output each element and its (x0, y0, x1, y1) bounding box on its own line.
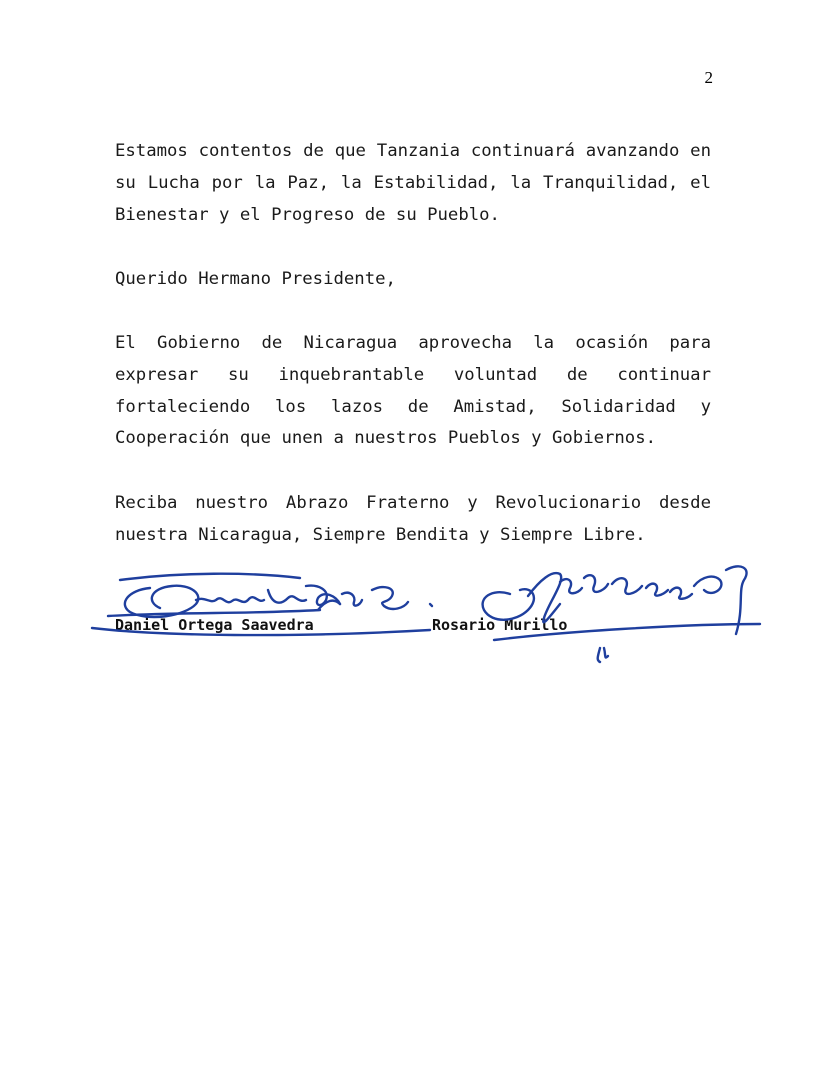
paragraph-tanzania-progress: Estamos contentos de que Tanzania continuará avanzando en su Lucha por la Paz, la Estabilidad, la Tranquilidad, el Bienestar y el Progreso de su Pueblo. (115, 141, 711, 225)
paragraph-closing-greeting: Reciba nuestro Abrazo Fraterno y Revolucionario desde nuestra Nicaragua, Siempre Bendita y Siempre Libre. (115, 493, 711, 545)
signatory-name-daniel-ortega: Daniel Ortega Saavedra (115, 616, 314, 634)
paragraph-cooperation: El Gobierno de Nicaragua aprovecha la ocasión para expresar su inquebrantable voluntad de continuar fortaleciendo los lazos de Amistad, Solidaridad y Cooperación que unen a nuestros Pueblos y Gobiernos. (115, 333, 711, 449)
signature-rosario-murillo (483, 566, 760, 662)
signatory-name-rosario-murillo: Rosario Murillo (432, 616, 568, 634)
paragraph-salutation: Querido Hermano Presidente, (115, 269, 396, 289)
page-number: 2 (704, 68, 713, 87)
